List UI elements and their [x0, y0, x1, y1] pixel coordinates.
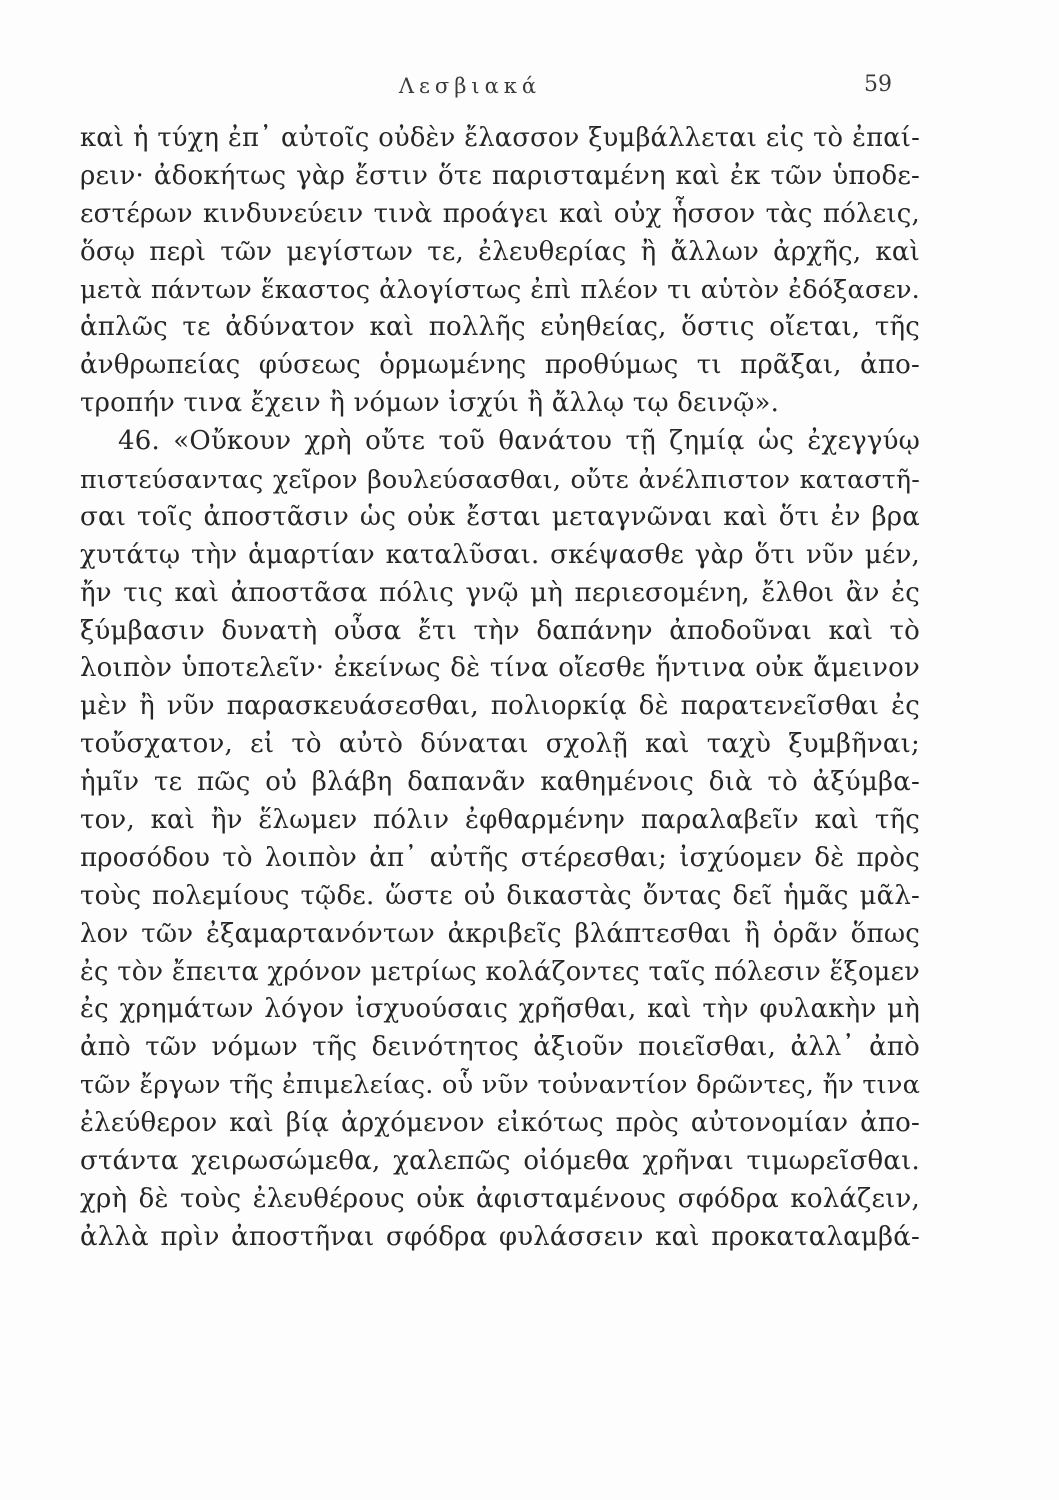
text-line: μετὰ πάντων ἕκαστος ἀλογίστως ἐπὶ πλέον τι αὑτὸν ἐδόξασεν.: [80, 274, 920, 305]
text-line: ἀνθρωπείας φύσεως ὁρμωμένης προθύμως τι πρᾶξαι, ἀπο-: [80, 350, 920, 381]
text-line: εστέρων κινδυνεύειν τινὰ προάγει καὶ οὐχ ἧσσον τὰς πόλεις,: [80, 198, 920, 229]
text-line: τοὺς πολεμίους τῷδε. ὥστε οὐ δικαστὰς ὄντας δεῖ ἡμᾶς μᾶλ-: [80, 880, 920, 911]
running-head: [0, 70, 1059, 110]
text-line: τοὔσχατον, εἰ τὸ αὐτὸ δύναται σχολῇ καὶ ταχὺ ξυμβῆναι;: [80, 729, 920, 760]
text-line: τροπήν τινα ἔχειν ἢ νόμων ἰσχύι ἢ ἄλλῳ τῳ δεινῷ».: [80, 388, 780, 419]
text-line: χυτάτῳ τὴν ἁμαρτίαν καταλῦσαι. σκέψασθε γὰρ ὅτι νῦν μέν,: [80, 539, 920, 570]
text-line: μὲν ἢ νῦν παρασκευάσεσθαι, πολιορκίᾳ δὲ παρατενεῖσθαι ἐς: [80, 691, 920, 722]
text-line: ρειν· ἀδοκήτως γὰρ ἔστιν ὅτε παρισταμένη καὶ ἐκ τῶν ὑποδε-: [80, 160, 920, 191]
text-line: ὅσῳ περὶ τῶν μεγίστων τε, ἐλευθερίας ἢ ἄλλων ἀρχῆς, καὶ: [80, 236, 920, 267]
text-line: λον τῶν ἐξαμαρτανόντων ἀκριβεῖς βλάπτεσθαι ἢ ὁρᾶν ὅπως: [80, 918, 920, 949]
text-line: τον, καὶ ἢν ἕλωμεν πόλιν ἐφθαρμένην παραλαβεῖν καὶ τῆς: [80, 805, 920, 836]
text-line: λοιπὸν ὑποτελεῖν· ἐκείνως δὲ τίνα οἴεσθε ἥντινα οὐκ ἄμεινον: [80, 653, 920, 684]
text-line: χρὴ δὲ τοὺς ἐλευθέρους οὐκ ἀφισταμένους σφόδρα κολάζειν,: [80, 1183, 920, 1214]
running-title: Λεσβιακά: [398, 74, 542, 98]
text-line: ἡμῖν τε πῶς οὐ βλάβη δαπανᾶν καθημένοις διὰ τὸ ἀξύμβα-: [80, 767, 920, 798]
text-line: ἐς τὸν ἔπειτα χρόνον μετρίως κολάζοντες ταῖς πόλεσιν ἕξομεν: [80, 956, 920, 987]
text-line: τῶν ἔργων τῆς ἐπιμελείας. οὗ νῦν τοὐναντίον δρῶντες, ἤν τινα: [80, 1070, 920, 1101]
main-text: [80, 120, 920, 1257]
text-line: ἐλεύθερον καὶ βίᾳ ἀρχόμενον εἰκότως πρὸς αὐτονομίαν ἀπο-: [80, 1108, 920, 1139]
page-number: 59: [864, 72, 892, 97]
text-line: προσόδου τὸ λοιπὸν ἀπ᾽ αὐτῆς στέρεσθαι; ἰσχύομεν δὲ πρὸς: [80, 842, 920, 873]
section-start-line: 46. «Οὔκουν χρὴ οὔτε τοῦ θανάτου τῇ ζημίᾳ ὡς ἐχεγγύῳ: [118, 426, 920, 457]
text-line: καὶ ἡ τύχη ἐπ᾽ αὐτοῖς οὐδὲν ἔλασσον ξυμβάλλεται εἰς τὸ ἐπαί-: [80, 123, 920, 153]
text-line: ἤν τις καὶ ἀποστᾶσα πόλις γνῷ μὴ περιεσομένη, ἔλθοι ἂν ἐς: [80, 577, 920, 608]
text-line: ἀλλὰ πρὶν ἀποστῆναι σφόδρα φυλάσσειν καὶ προκαταλαμβά-: [80, 1221, 920, 1252]
text-line: στάντα χειρωσώμεθα, χαλεπῶς οἰόμεθα χρῆναι τιμωρεῖσθαι.: [80, 1146, 920, 1177]
text-line: ἁπλῶς τε ἀδύνατον καὶ πολλῆς εὐηθείας, ὅστις οἴεται, τῆς: [80, 312, 920, 343]
text-line: πιστεύσαντας χεῖρον βουλεύσασθαι, οὔτε ἀνέλπιστον καταστῆ-: [80, 465, 920, 495]
text-line: σαι τοῖς ἀποστᾶσιν ὡς οὐκ ἔσται μεταγνῶναι καὶ ὅτι ἐν βρα: [80, 501, 920, 532]
text-line: ἀπὸ τῶν νόμων τῆς δεινότητος ἀξιοῦν ποιεῖσθαι, ἀλλ᾽ ἀπὸ: [80, 1032, 920, 1063]
text-line: ἐς χρημάτων λόγον ἰσχυούσαις χρῆσθαι, καὶ τὴν φυλακὴν μὴ: [80, 994, 920, 1025]
text-line: ξύμβασιν δυνατὴ οὖσα ἔτι τὴν δαπάνην ἀποδοῦναι καὶ τὸ: [80, 615, 920, 646]
